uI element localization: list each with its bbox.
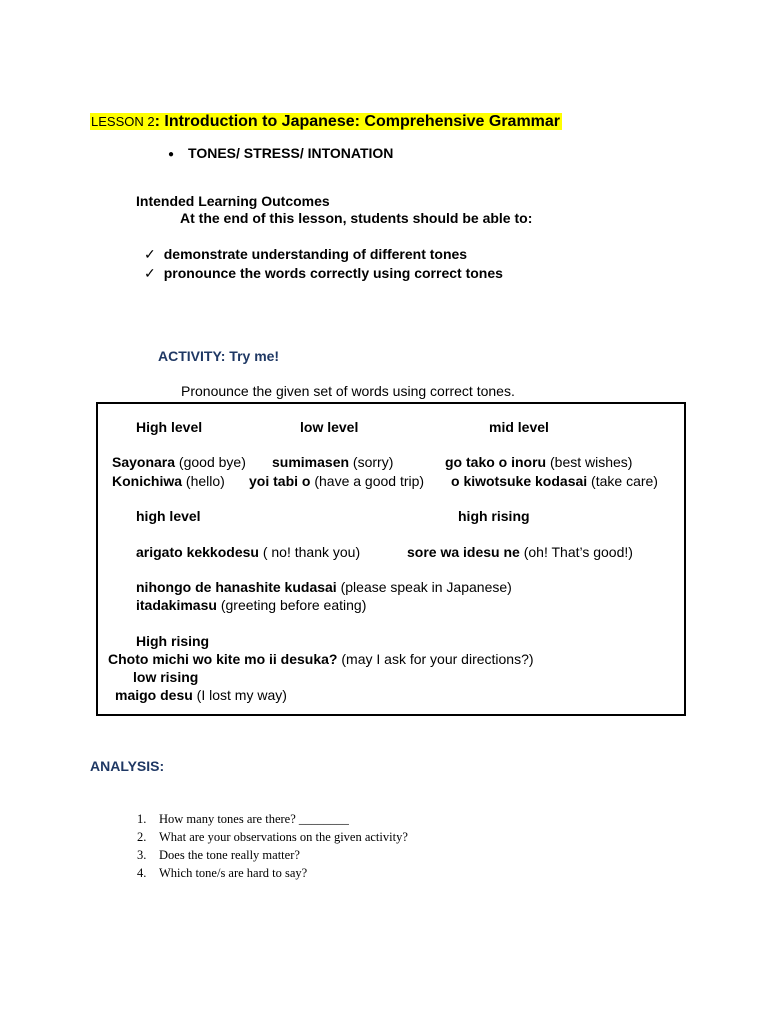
question-number: 4.: [137, 866, 147, 880]
word-meaning: (good bye): [175, 454, 246, 470]
word-meaning: (please speak in Japanese): [336, 579, 512, 595]
bullet-icon: ●: [168, 149, 175, 160]
question-text: How many tones are there? ________: [159, 812, 349, 826]
topic-text: TONES/ STRESS/ INTONATION: [188, 145, 394, 161]
analysis-question: [137, 830, 408, 845]
japanese-word: sumimasen: [272, 454, 350, 470]
word-meaning: (oh! That’s good!): [519, 544, 633, 560]
word-entry: [407, 544, 633, 560]
word-entry: [272, 454, 393, 470]
analysis-heading: ANALYSIS:: [90, 758, 165, 774]
lesson-number: LESSON 2: [91, 114, 155, 129]
analysis-question: [137, 848, 300, 863]
word-meaning: (take care): [587, 473, 658, 489]
word-meaning: (I lost my way): [192, 687, 287, 703]
word-entry: [451, 473, 658, 489]
outcome-item: [144, 265, 503, 282]
word-entry: [112, 454, 246, 470]
word-entry: [108, 651, 534, 667]
word-meaning: (hello): [182, 473, 225, 489]
word-entry: [136, 544, 360, 560]
outcome-item: [144, 246, 467, 263]
outcomes-heading: Intended Learning Outcomes: [136, 193, 330, 209]
word-meaning: ( no! thank you): [258, 544, 361, 560]
analysis-question: [137, 812, 349, 827]
word-entry: [112, 473, 225, 489]
word-meaning: (have a good trip): [310, 473, 425, 489]
tone-label-high-rising: high rising: [458, 508, 530, 524]
tone-label-high-rising: High rising: [136, 633, 210, 649]
question-text: Which tone/s are hard to say?: [159, 866, 308, 880]
question-number: 3.: [137, 848, 147, 862]
japanese-word: go tako o inoru: [445, 454, 547, 470]
word-meaning: (sorry): [349, 454, 394, 470]
analysis-question: [137, 866, 307, 881]
word-meaning: (best wishes): [546, 454, 633, 470]
tone-label-high-level: high level: [136, 508, 201, 524]
question-number: 1.: [137, 812, 147, 826]
tone-label-low-rising: low rising: [133, 669, 199, 685]
lesson-title: [90, 110, 562, 134]
word-entry: [136, 579, 512, 595]
checkmark-icon: ✓: [144, 246, 156, 262]
word-entry: [115, 687, 287, 703]
question-text: What are your observations on the given activity?: [159, 830, 408, 844]
tone-label-low-level: low level: [300, 419, 359, 435]
japanese-word: nihongo de hanashite kudasai: [136, 579, 337, 595]
word-meaning: (greeting before eating): [216, 597, 367, 613]
tone-label-high-level: High level: [136, 419, 203, 435]
japanese-word: maigo desu: [115, 687, 193, 703]
outcomes-subheading: At the end of this lesson, students should be able to:: [180, 210, 533, 226]
japanese-word: o kiwotsuke kodasai: [451, 473, 588, 489]
japanese-word: sore wa idesu ne: [407, 544, 520, 560]
lesson-title-text: : Introduction to Japanese: Comprehensive Grammar: [154, 113, 561, 130]
question-text: Does the tone really matter?: [159, 848, 300, 862]
word-entry: [249, 473, 424, 489]
checkmark-icon: ✓: [144, 265, 156, 281]
title-highlight: [90, 113, 562, 130]
tone-label-mid-level: mid level: [489, 419, 549, 435]
japanese-word: Choto michi wo kite mo ii desuka?: [108, 651, 338, 667]
activity-heading: ACTIVITY: Try me!: [158, 348, 280, 364]
topic-bullet: [168, 145, 393, 161]
word-meaning: (may I ask for your directions?): [337, 651, 534, 667]
japanese-word: Sayonara: [112, 454, 176, 470]
japanese-word: itadakimasu: [136, 597, 217, 613]
outcome-text: demonstrate understanding of different tones: [163, 246, 468, 262]
word-entry: [445, 454, 632, 470]
japanese-word: Konichiwa: [112, 473, 183, 489]
outcome-text: pronounce the words correctly using correct tones: [163, 265, 503, 281]
activity-instruction: Pronounce the given set of words using correct tones.: [181, 383, 515, 399]
word-entry: [136, 597, 366, 613]
question-number: 2.: [137, 830, 147, 844]
japanese-word: arigato kekkodesu: [136, 544, 259, 560]
japanese-word: yoi tabi o: [249, 473, 311, 489]
